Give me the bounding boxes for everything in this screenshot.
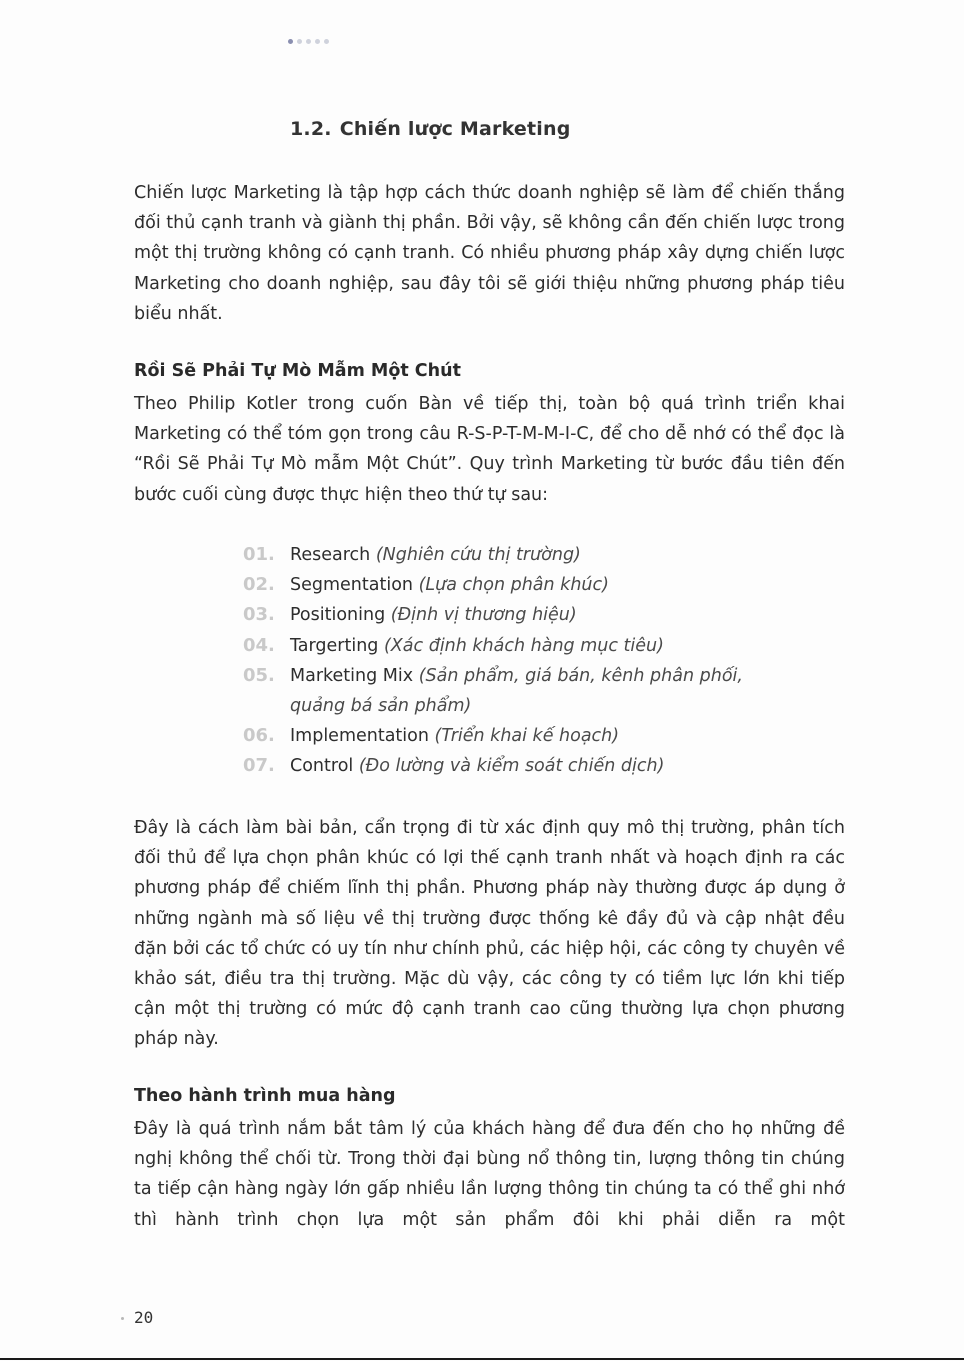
step-body (290, 661, 803, 721)
step-note: (Định vị thương hiệu) (390, 605, 577, 626)
step-number: 05. (243, 664, 275, 686)
step-number: 07. (243, 755, 275, 777)
list-item (243, 570, 803, 600)
section-title (290, 118, 571, 140)
step-body (290, 631, 803, 661)
step-note: (Đo lường và kiểm soát chiến dịch) (358, 756, 665, 777)
step-term: Implementation (290, 726, 429, 747)
step-body (290, 721, 803, 751)
step-body (290, 570, 803, 600)
step-term: Marketing Mix (290, 665, 414, 686)
step-body (290, 540, 803, 570)
step-number: 04. (243, 634, 275, 656)
list-item (243, 751, 803, 781)
section-title-text: Chiến lược Marketing (339, 118, 571, 140)
list-item (243, 661, 803, 721)
dot-icon (121, 1317, 124, 1320)
page-number: 20 (134, 1308, 154, 1327)
step-term: Segmentation (290, 575, 413, 596)
dot-icon (306, 39, 311, 44)
method1-heading: Rồi Sẽ Phải Tự Mò Mẫm Một Chút (134, 361, 461, 381)
list-item (243, 540, 803, 570)
after-steps-paragraph: Đây là cách làm bài bản, cẩn trọng đi từ xác định quy mô thị trường, phân tích đối thủ để lựa chọn phân khúc có lợi thế cạnh tranh nhất và hoạch định ra các phương pháp để chiếm lĩnh thị phần. Phương pháp này thường được áp dụng ở những ngành mà số liệu về thị trường được thống kê đầy đủ và cập nhật đều đặn bởi các tổ chức có uy tín như chính phủ, các hiệp hội, các công ty chuyên về khảo sát, điều tra thị trường. Mặc dù vậy, các công ty có tiềm lực lớn khi tiếp cận một thị trường có mức độ cạnh tranh cao cũng thường lựa chọn phương pháp này. (134, 818, 845, 1050)
step-term: Control (290, 756, 354, 777)
step-note: (Xác định khách hàng mục tiêu) (383, 635, 664, 656)
step-body (290, 751, 803, 781)
method2-paragraph: Đây là quá trình nắm bắt tâm lý của khách hàng để đưa đến cho họ những đề nghị không thể chối từ. Trong thời đại bùng nổ thông tin, lượng thông tin chúng ta tiếp cận hàng ngày lớn gấp nhiều lần lượng thông tin chúng ta có thể ghi nhớ thì hành trình chọn lựa một sản phẩm đôi khi phải diễn ra một (134, 1119, 845, 1230)
decorative-dots (288, 39, 329, 44)
list-item (243, 600, 803, 630)
step-term: Positioning (290, 605, 386, 626)
step-term: Research (290, 545, 371, 565)
method2-heading: Theo hành trình mua hàng (134, 1086, 396, 1106)
section-number: 1.2. (290, 118, 332, 140)
step-note: (Lựa chọn phân khúc) (418, 575, 609, 596)
dot-icon (297, 39, 302, 44)
step-note: (Nghiên cứu thị trường) (375, 545, 581, 565)
step-number: 03. (243, 604, 275, 626)
steps-list (243, 540, 803, 782)
dot-icon (315, 39, 320, 44)
step-body (290, 600, 803, 630)
dot-icon (288, 39, 293, 44)
step-number: 06. (243, 725, 275, 747)
step-term: Targerting (290, 635, 379, 656)
step-number: 01. (243, 544, 275, 565)
step-number: 02. (243, 574, 275, 596)
dot-icon (324, 39, 329, 44)
method1-paragraph: Theo Philip Kotler trong cuốn Bàn về tiếp thị, toàn bộ quá trình triển khai Marketing có thể tóm gọn trong câu R-S-P-T-M-M-I-C, để cho dễ nhớ có thể đọc là “Rồi Sẽ Phải Tự Mò mẫm Một Chút”. Quy trình Marketing từ bước đầu tiên đến bước cuối cùng được thực hiện theo thứ tự sau: (134, 394, 845, 505)
step-note: (Triển khai kế hoạch) (434, 726, 620, 747)
step-note: (Sản phẩm, giá bán, kênh phân phối, quảng bá sản phẩm) (290, 665, 743, 717)
list-item (243, 721, 803, 751)
intro-paragraph: Chiến lược Marketing là tập hợp cách thức doanh nghiệp sẽ làm để chiến thắng đối thủ cạnh tranh và giành thị phần. Bởi vậy, sẽ không cần đến chiến lược trong một thị trường không có cạnh tranh. Có nhiều phương pháp xây dựng chiến lược Marketing cho doanh nghiệp, sau đây tôi sẽ giới thiệu những phương pháp tiêu biểu nhất. (134, 183, 845, 324)
list-item (243, 631, 803, 661)
bottom-rule (0, 1358, 964, 1360)
